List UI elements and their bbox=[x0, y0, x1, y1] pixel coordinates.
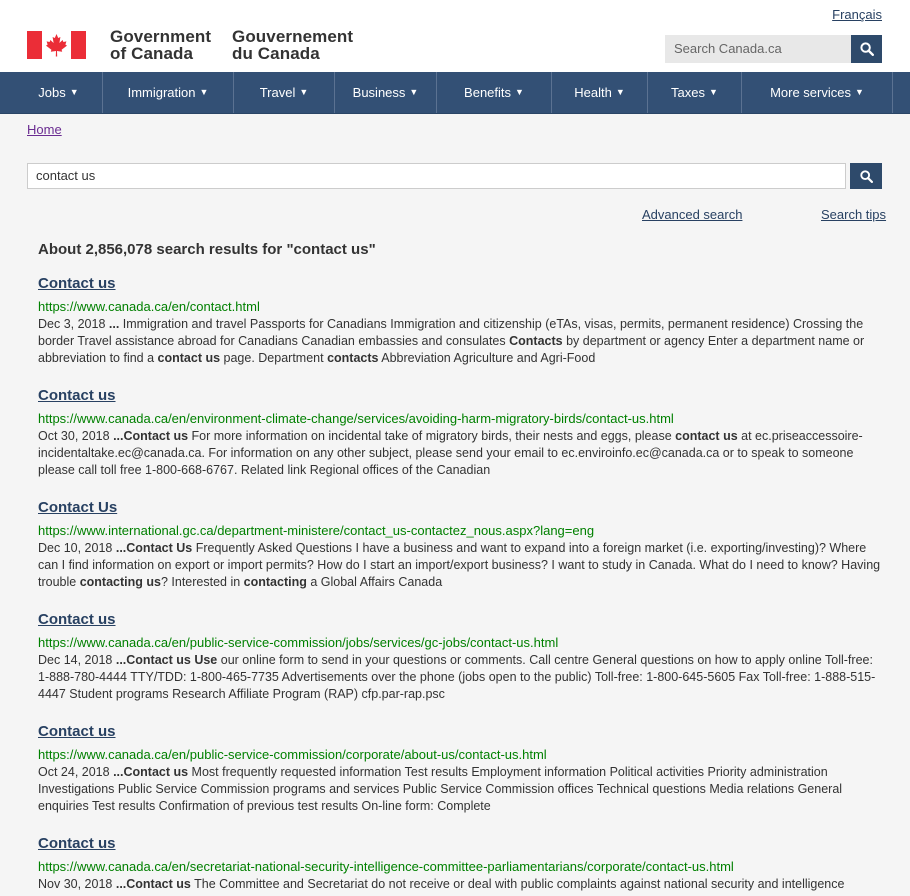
search-result bbox=[38, 386, 886, 479]
signature-french-line2: du Canada bbox=[232, 44, 320, 63]
search-result bbox=[38, 834, 886, 893]
chevron-down-icon: ▼ bbox=[409, 87, 419, 97]
menu-item-health[interactable] bbox=[552, 72, 648, 113]
chevron-down-icon: ▼ bbox=[515, 87, 524, 97]
search-query-input[interactable]: contact us bbox=[27, 163, 846, 189]
result-snippet: Nov 30, 2018 ...Contact us The Committee and Secretariat do not receive or deal with public complaints against national security and intelligence bbox=[38, 877, 845, 891]
result-title-link[interactable]: Contact us bbox=[38, 387, 116, 404]
result-title-link[interactable]: Contact us bbox=[38, 835, 116, 852]
breadcrumb-home-link[interactable]: Home bbox=[27, 122, 62, 137]
result-url: https://www.canada.ca/en/contact.html bbox=[38, 299, 260, 314]
main-content bbox=[0, 114, 910, 896]
result-url: https://www.canada.ca/en/secretariat-national-security-intelligence-committee-parliamentarians/corporate/contact-us.html bbox=[38, 859, 734, 874]
search-result bbox=[38, 274, 886, 367]
signature-french-line1: Gouvernement bbox=[232, 27, 354, 46]
search-result bbox=[38, 722, 886, 815]
result-url: https://www.canada.ca/en/public-service-commission/corporate/about-us/contact-us.html bbox=[38, 747, 547, 762]
site-header bbox=[0, 0, 910, 72]
canada-flag-icon bbox=[27, 31, 86, 59]
language-toggle-link[interactable]: Français bbox=[832, 7, 882, 22]
signature-english-line2: of Canada bbox=[110, 44, 194, 63]
signature-english[interactable] bbox=[110, 28, 211, 62]
menu-item-travel[interactable] bbox=[234, 72, 335, 113]
chevron-down-icon: ▼ bbox=[615, 87, 625, 97]
search-submit-button[interactable] bbox=[850, 163, 882, 189]
menu-item-jobs[interactable] bbox=[15, 72, 103, 113]
result-url: https://www.canada.ca/en/environment-climate-change/services/avoiding-harm-migratory-birds/contact-us.html bbox=[38, 411, 674, 426]
menu-item-benefits[interactable] bbox=[437, 72, 552, 113]
menu-item-label: Jobs bbox=[38, 85, 66, 100]
result-url: https://www.international.gc.ca/department-ministere/contact_us-contactez_nous.aspx?lang=eng bbox=[38, 523, 595, 538]
result-title-link[interactable]: Contact us bbox=[38, 723, 116, 740]
menu-item-label: Benefits bbox=[464, 85, 512, 100]
site-search-input[interactable]: Search Canada.ca bbox=[665, 35, 851, 63]
menu-item-label: Business bbox=[352, 85, 406, 100]
site-search-button[interactable] bbox=[851, 35, 882, 63]
result-snippet: Dec 3, 2018 ... Immigration and travel Passports for Canadians Immigration and citizenship (eTAs, visas, permits, permanent residence) Crossing the border Travel assistance abroad for Canadians Canadian embassies and consulates Contacts by department or agency Enter a department name or abbreviation to find a contact us page. Department contacts Abbreviation Agriculture and Agri-Food bbox=[38, 317, 865, 365]
search-result bbox=[38, 610, 886, 703]
result-snippet: Oct 30, 2018 ...Contact us For more information on incidental take of migratory birds, their nests and eggs, please contact us at ec.priseaccessoire-incidentaltake.ec@canada.ca. For information on any other subject, please send your email to ec.enviroinfo.ec@canada.ca or to speak to someone please call toll free 1-800-668-6767. Related link Regional offices of the Canadian bbox=[38, 429, 863, 477]
chevron-down-icon: ▼ bbox=[299, 87, 309, 97]
chevron-down-icon: ▼ bbox=[709, 87, 718, 97]
chevron-down-icon: ▼ bbox=[69, 87, 79, 97]
chevron-down-icon: ▼ bbox=[199, 87, 209, 97]
result-title-link[interactable]: Contact Us bbox=[38, 499, 118, 516]
menu-item-label: More services bbox=[770, 85, 851, 100]
result-snippet: Oct 24, 2018 ...Contact us Most frequently requested information Test results Employment information Political activities Priority administration Investigations Public Service Commission programs and services Public Service Commission offices Technical questions Media relations General enquiries Test results Confirmation of previous test results On-line form: Complete bbox=[38, 765, 843, 813]
advanced-search-link[interactable]: Advanced search bbox=[642, 207, 743, 222]
result-title-link[interactable]: Contact us bbox=[38, 611, 116, 628]
menu-item-label: Taxes bbox=[671, 85, 706, 100]
search-icon bbox=[860, 170, 873, 183]
main-menu bbox=[0, 72, 910, 114]
result-title-link[interactable]: Contact us bbox=[38, 275, 116, 292]
results-count: About 2,856,078 search results for "contact us" bbox=[38, 241, 376, 258]
menu-item-more-services[interactable] bbox=[742, 72, 893, 113]
result-url: https://www.canada.ca/en/public-service-commission/jobs/services/gc-jobs/contact-us.html bbox=[38, 635, 559, 650]
result-snippet: Dec 10, 2018 ...Contact Us Frequently Asked Questions I have a business and want to expand into a foreign market (i.e. exporting/investing)? Where can I find information on export or import permits? How do I start an import/export business? I want to study in Canada. What do I need to know? Having trouble contacting us? Interested in contacting a Global Affairs Canada bbox=[38, 541, 881, 589]
menu-item-taxes[interactable] bbox=[648, 72, 742, 113]
menu-item-business[interactable] bbox=[335, 72, 437, 113]
menu-item-label: Health bbox=[574, 85, 612, 100]
search-result bbox=[38, 498, 886, 591]
search-tips-link[interactable]: Search tips bbox=[821, 207, 887, 222]
menu-item-immigration[interactable] bbox=[103, 72, 234, 113]
menu-item-label: Immigration bbox=[127, 85, 196, 100]
signature-english-line1: Government bbox=[110, 27, 212, 46]
result-snippet: Dec 14, 2018 ...Contact us Use our online form to send in your questions or comments. Call centre General questions on how to apply online Toll-free: 1-888-780-4444 TTY/TDD: 1-800-465-7735 Advertisements over the phone (jobs open to the public) Toll-free: 1-800-645-5605 Fax Toll-free: 1-888-515-4447 Student programs Research Affiliate Program (RAP) cfp.par-rap.psc bbox=[38, 653, 876, 701]
chevron-down-icon: ▼ bbox=[855, 87, 864, 97]
search-icon bbox=[860, 42, 874, 56]
signature-french[interactable] bbox=[232, 28, 353, 62]
menu-item-label: Travel bbox=[259, 85, 296, 100]
